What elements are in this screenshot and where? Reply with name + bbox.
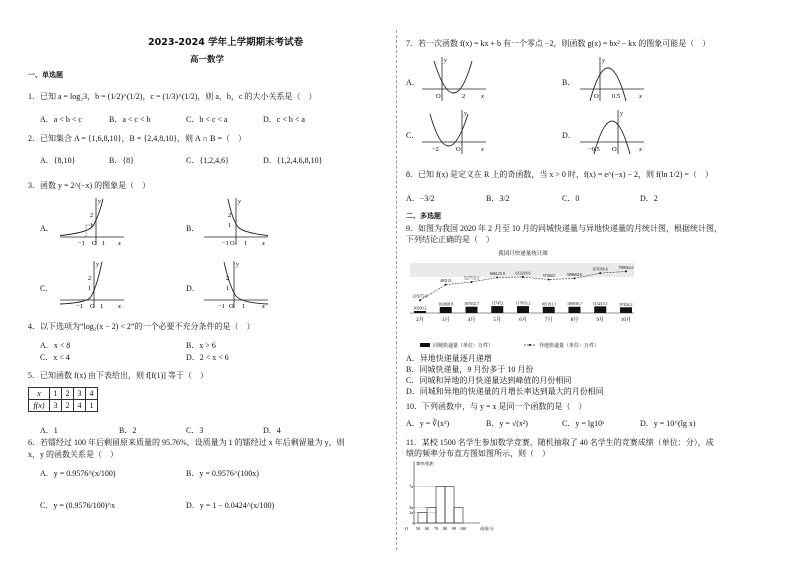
data-label-yidi: 679356.6: [592, 266, 608, 272]
data-label-tongcheng: 107652.7: [464, 301, 479, 307]
data-label-tongcheng: 113213.1: [592, 300, 608, 306]
q5-option-a[interactable]: A．1: [40, 426, 58, 435]
tick-label: 80: [442, 526, 448, 531]
svg-text:−1: −1: [76, 303, 83, 310]
page-title: 2023-2024 学年上学期期末考试卷: [148, 37, 304, 48]
svg-text:x: x: [639, 146, 642, 153]
svg-text:y: y: [620, 110, 623, 117]
svg-text:1: 1: [102, 240, 106, 247]
q3-graph-a: [56, 195, 128, 247]
table-cell: 3: [50, 400, 62, 412]
histogram-bar: [418, 513, 427, 523]
q5-function-table: [28, 387, 98, 412]
q1-option-b[interactable]: B．a < c < b: [109, 115, 151, 124]
data-label-yidi: 527715.3: [464, 275, 479, 281]
q7-graph-a: [420, 55, 490, 103]
q6-option-a[interactable]: A．y = 0.9576^(x/100): [40, 469, 116, 478]
q9-option-d[interactable]: D．同城和异地的快递量的月增长率达到最大的月份相同: [406, 387, 604, 396]
q1-stem: 1．已知 a = log₂3，b = (1/2)^(1/2)，c = (1/3)^(1/2)，则 a，b，c 的大小关系是（ ）: [28, 92, 317, 101]
y-tick-label: 7a: [409, 484, 413, 490]
svg-text:O: O: [594, 93, 599, 100]
svg-text:O: O: [230, 240, 235, 247]
section-multi-choice: 二、多选题: [406, 212, 441, 220]
bar-tongcheng: [594, 306, 606, 313]
data-label-tongcheng: 102068.8: [438, 301, 454, 307]
q11-stem-line2: 绩的频率分布直方图如图所示，则（ ）: [406, 449, 550, 458]
q2-stem: 2．已知集合 A = {1,6,8,10}，B = {2,4,8,10}，则 A ∩ B =（ ）: [28, 134, 247, 143]
q7-graph-b: [578, 55, 648, 103]
legend-label-tongcheng: 同城快递量（单位：万件）: [433, 344, 494, 349]
origin-label: O: [405, 526, 409, 531]
table-header-cell: 2: [62, 388, 74, 400]
q4-stem: 4．以下选项为“log₂(x − 2) < 2”的一个必要不充分条件的是（ ）: [28, 322, 255, 331]
q2-option-c[interactable]: C．{1,2,4,6}: [186, 156, 230, 165]
histogram-bar: [445, 487, 454, 523]
data-label-yidi: 606125.9: [489, 270, 505, 276]
svg-text:y: y: [602, 57, 605, 64]
bar-tongcheng: [491, 306, 503, 313]
q3-label-a[interactable]: A．: [40, 224, 54, 233]
svg-text:y: y: [98, 198, 101, 205]
data-label-tongcheng: 105191.1: [541, 301, 557, 307]
data-label-tongcheng: 97454.2: [619, 301, 633, 307]
q11-histogram: [404, 459, 504, 531]
tick-label: 3月: [441, 317, 450, 323]
q9-stem-line1: 9．如图为我国 2020 年 2 月至 10 月的同城快递量与异地快递量的月统计图，根据统计图，: [406, 224, 722, 233]
section-single-choice: 一、单选题: [28, 71, 63, 79]
bar-tongcheng: [466, 307, 478, 313]
q2-option-b[interactable]: B．{8}: [109, 156, 135, 165]
table-header-cell: x: [29, 388, 50, 400]
histogram-bar: [427, 507, 436, 523]
q10-stem: 10．下列函数中，与 y = x 是同一个函数的是（ ）: [406, 402, 587, 411]
svg-text:x: x: [481, 93, 484, 100]
chart-title: 我国月快递量统计图: [498, 251, 548, 257]
table-header-cell: 4: [86, 388, 98, 400]
tick-label: 7月: [544, 317, 553, 323]
y-tick-label: 2a: [409, 510, 413, 516]
svg-text:O: O: [612, 146, 617, 153]
q8-option-b[interactable]: B．3/2: [486, 194, 510, 203]
q5-stem: 5．已知函数 f(x) 由下表给出，则 f[f(1)] 等于（ ）: [28, 371, 208, 380]
tick-label: 6月: [519, 317, 527, 323]
data-label-yidi: 483121: [439, 278, 452, 284]
legend-label-yidi: 异地快递量（单位：万件）: [539, 344, 600, 349]
q7-label-a[interactable]: A．: [406, 78, 420, 87]
q10-option-c[interactable]: C．y = lg10ˣ: [562, 419, 605, 428]
svg-text:1: 1: [228, 222, 232, 229]
legend-swatch-tongcheng: [420, 343, 430, 347]
svg-text:−1: −1: [218, 303, 225, 310]
table-header-cell: 1: [50, 388, 62, 400]
svg-text:2: 2: [228, 212, 232, 219]
table-header-cell: 3: [74, 388, 86, 400]
svg-text:x: x: [118, 303, 121, 310]
tick-label: 70: [433, 526, 439, 531]
q3-label-c[interactable]: C．: [40, 284, 54, 293]
svg-text:1: 1: [226, 285, 230, 292]
svg-text:2: 2: [90, 212, 94, 219]
q5-option-c[interactable]: C．3: [186, 426, 204, 435]
svg-text:1: 1: [88, 285, 92, 292]
svg-text:2: 2: [226, 275, 230, 282]
q6-option-c[interactable]: C．y = (0.9576/100)^x: [40, 501, 116, 510]
svg-text:x: x: [639, 93, 642, 100]
data-label-yidi: 218273.8: [412, 293, 428, 299]
q3-graph-b: [200, 195, 272, 247]
table-cell: f(x): [29, 400, 50, 412]
q1-option-c[interactable]: C．b < c < a: [186, 115, 228, 124]
data-label-yidi: 572022: [542, 272, 555, 278]
q4-option-a[interactable]: A．x < 8: [40, 341, 71, 350]
q7-label-b[interactable]: B．: [562, 78, 576, 87]
svg-text:−1: −1: [78, 240, 85, 247]
q1-option-d[interactable]: D．c < b < a: [263, 115, 305, 124]
q8-option-c[interactable]: C．0: [562, 194, 580, 203]
svg-text:x: x: [118, 240, 121, 247]
q1-option-a[interactable]: A．a < b < c: [40, 115, 82, 124]
data-label-tongcheng: 106930.7: [567, 301, 582, 307]
svg-text:−0.5: −0.5: [588, 146, 600, 153]
q9-option-b[interactable]: B．同城快递量，9 月份多于 10 月份: [406, 365, 534, 374]
legend-marker-yidi: [529, 344, 531, 346]
tick-label: 60: [424, 526, 430, 531]
bar-tongcheng: [517, 306, 529, 313]
svg-text:O: O: [436, 93, 441, 100]
svg-text:0.5: 0.5: [612, 93, 621, 100]
svg-text:1: 1: [242, 303, 246, 310]
bar-tongcheng: [569, 307, 581, 313]
tick-label: 2月: [416, 317, 424, 323]
q9-option-c[interactable]: C．同城和异地的月快递量达到峰值的月份相同: [406, 376, 572, 385]
q6-stem-line2: x，y 的函数关系是（ ）: [28, 450, 118, 459]
svg-text:1: 1: [100, 303, 104, 310]
q6-stem-line1: 6．若镭经过 100 年后剩留原来质量的 95.76%，设质量为 1 的镭经过 x 年后剩留量为 y，则: [28, 438, 345, 447]
column-divider: [396, 30, 397, 550]
q10-option-a[interactable]: A．y = ∛(x³): [406, 419, 450, 428]
svg-text:x: x: [262, 240, 265, 247]
q9-stem-line2: 下列结论正确的是（ ）: [406, 235, 494, 244]
histogram-bar: [454, 507, 463, 523]
q5-option-d[interactable]: D．4: [263, 426, 281, 435]
tick-label: 5月: [493, 317, 502, 323]
q8-stem: 8．已知 f(x) 是定义在 R 上的奇函数，当 x > 0 时，f(x) = e^(−x) − 2，则 f(ln 1/2) =（ ）: [406, 170, 713, 179]
svg-text:y: y: [444, 57, 447, 64]
bar-tongcheng: [414, 311, 426, 313]
svg-text:O: O: [456, 146, 461, 153]
svg-text:O: O: [92, 240, 97, 247]
svg-text:y: y: [464, 110, 467, 117]
svg-text:O: O: [90, 303, 95, 310]
tick-label: 9月: [596, 317, 605, 323]
table-cell: 1: [86, 400, 98, 412]
x-axis-label: 成绩/分: [480, 526, 494, 531]
svg-text:−2: −2: [432, 146, 439, 153]
histogram-bar: [436, 487, 445, 523]
q9-option-a[interactable]: A．异地快递量逐月递增: [406, 354, 492, 363]
svg-text:x: x: [481, 146, 484, 153]
tick-label: 50: [415, 526, 421, 531]
q4-option-b[interactable]: B．x > 6: [186, 341, 216, 350]
q8-option-a[interactable]: A．−3/2: [406, 194, 435, 203]
q4-option-c[interactable]: C．x < 4: [40, 353, 70, 362]
tick-label: 4月: [467, 317, 476, 323]
tick-label: 100: [459, 526, 467, 531]
data-label-tongcheng: 117853.2: [515, 300, 531, 306]
q7-graph-d: [578, 108, 648, 156]
q3-graph-c: [56, 258, 128, 310]
q5-option-b[interactable]: B．2: [119, 426, 137, 435]
svg-text:2: 2: [462, 93, 466, 100]
tick-label: 90: [451, 526, 457, 531]
q8-option-d[interactable]: D．2: [640, 194, 658, 203]
q9-express-chart: [406, 247, 638, 352]
data-label-tongcheng: 30260.2: [413, 305, 427, 311]
svg-text:x: x: [262, 303, 265, 310]
q10-option-b[interactable]: B．y = √(x²): [486, 419, 528, 428]
q3-label-b[interactable]: B．: [186, 224, 200, 233]
q2-option-a[interactable]: A．{8,10}: [40, 156, 76, 165]
svg-text:y: y: [96, 261, 99, 268]
q4-option-d[interactable]: D．2 < x < 6: [186, 353, 229, 362]
svg-text:1: 1: [90, 222, 94, 229]
data-label-yidi: 589604.6: [567, 271, 582, 277]
q3-graph-d: [200, 258, 272, 310]
q6-option-d[interactable]: D．y = 1 − 0.0424^(x/100): [186, 501, 275, 510]
svg-text:−1: −1: [222, 240, 229, 247]
svg-text:O: O: [229, 303, 234, 310]
q7-stem: 7．若一次函数 f(x) = kx + b 有一个零点 −2，则函数 g(x) = bx² − kx 的图象可能是（ ）: [406, 39, 711, 48]
svg-text:2: 2: [88, 275, 92, 282]
q7-label-c[interactable]: C．: [406, 131, 420, 140]
table-cell: 2: [62, 400, 74, 412]
data-label-tongcheng: 117452: [491, 300, 504, 306]
y-axis-label: 频率/组距: [416, 461, 434, 466]
page-subtitle: 高一数学: [190, 55, 225, 65]
q3-stem: 3．函数 y = 2^(−x) 的图象是（ ）: [28, 181, 151, 190]
q7-graph-c: [420, 108, 490, 156]
y-tick-label: 3a: [409, 504, 413, 510]
data-label-yidi: 708942.6: [618, 264, 634, 270]
bar-tongcheng: [440, 307, 452, 313]
tick-label: 8月: [570, 317, 579, 323]
q6-option-b[interactable]: B．y = 0.9576^(100x): [186, 469, 259, 478]
table-cell: 4: [74, 400, 86, 412]
q3-label-d[interactable]: D．: [186, 284, 200, 293]
bar-tongcheng: [543, 307, 555, 313]
q7-label-d[interactable]: D．: [562, 131, 576, 140]
q2-option-d[interactable]: D．{1,2,4,6,8,10}: [263, 156, 323, 165]
bar-tongcheng: [620, 307, 632, 313]
tick-label: 10月: [620, 317, 632, 323]
svg-text:y: y: [238, 198, 241, 205]
q11-stem-line1: 11．某校 1500 名学生参加数学竞赛，随机抽取了 40 名学生的竞赛成绩（单位：分），成: [406, 438, 714, 447]
data-label-yidi: 613218.6: [515, 270, 531, 276]
q10-option-d[interactable]: D．y = 10^(lg x): [640, 419, 696, 428]
svg-text:y: y: [236, 261, 239, 268]
svg-text:1: 1: [244, 240, 248, 247]
